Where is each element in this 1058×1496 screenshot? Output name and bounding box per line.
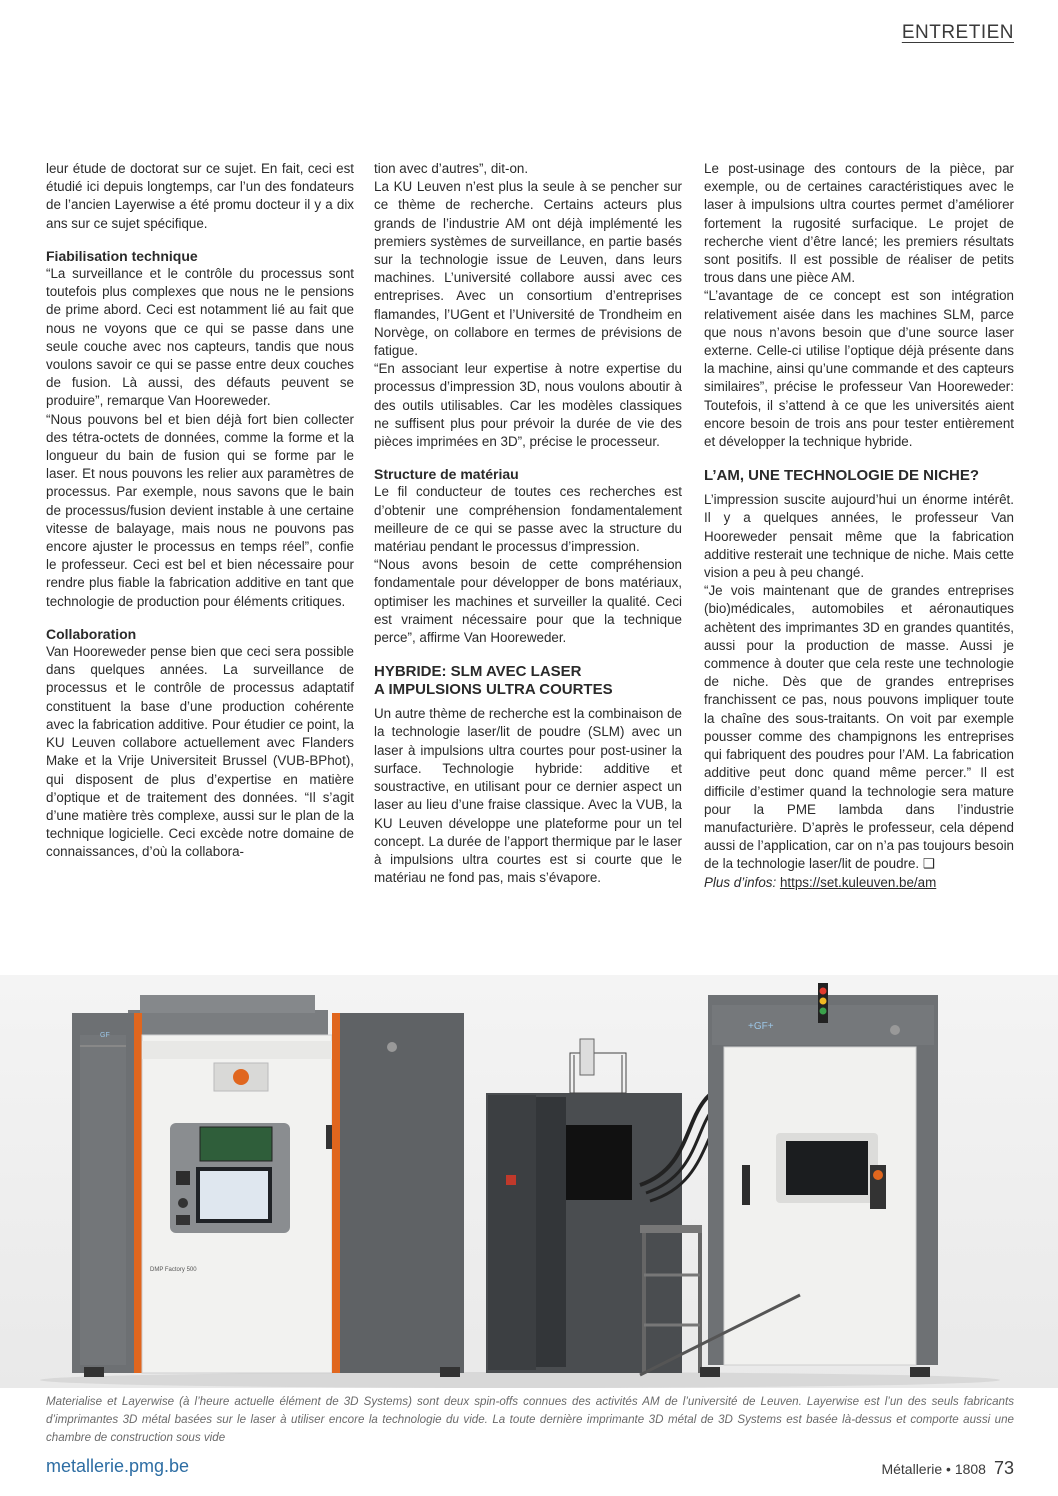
section-heading-line-1: HYBRIDE: SLM AVEC LASER [374,663,582,681]
more-info [704,874,1014,892]
article-column-2 [374,160,682,887]
article-column-3 [704,160,1014,892]
section-label: ENTRETIEN [901,22,1014,43]
photo-caption: Materialise et Layerwise (à l’heure actuelle élément de 3D Systems) sont deux spin-offs connues des activités AM de l’université de Leuven. Layerwise est l’un des seuls fabricants d’imprimantes 3D métal basées sur le laser à utiliser encore la technologie du vide. La toute dernière imprimante 3D métal de 3D Systems est basée là-dessus et comporte aussi une chambre de construction sous vide [46,1395,1014,1444]
paragraph: “La surveillance et le contrôle du processus sont toutefois plus complexes que nous ne le pensions de prime abord. Ceci est notamment lié au fait que nous ne voyons que ce qui se passe dans une seule couche avec nos capteurs, tandis que nous voulons savoir ce qui se passe entre deux couches de fusion. Là aussi, des défauts peuvent se produire”, remarque Van Hooreweder. [46,266,354,409]
subheading: Fiabilisation technique [46,247,198,264]
svg-text:GF: GF [100,1032,110,1039]
magazine-issue: Métallerie • 1808 [881,1461,986,1477]
section-heading [374,663,682,699]
gf-logo: +GF+ [748,1021,774,1032]
paragraph: “L’avantage de ce concept est son intégration relativement aisée dans les machines SLM, parce que nous n’avons besoin que d’une source laser externe. Celle-ci utilise l’optique déjà présente dans la machine, ainsi qu’une commande et des capteurs similaires”, précise le professeur Van Hooreweder: Toutefois, il s’attend à ce que les universités aient encore besoin de trois ans pour tester entièrement et développer la technique hybride. [704,288,1014,450]
more-info-label: Plus d’infos: [704,874,777,890]
paragraph: “Nous pouvons bel et bien déjà fort bien collecter des tétra-octets de données, comme la forme et la longueur du bain de fusion qui se forme par le laser. Et nous pouvons les relier aux paramètres de processus. Par exemple, nous savons que le bain de processus/fusion devient instable à une certaine vitesse de balayage, mais nous ne pouvons pas encore ajuster le processus en temps réel”, confie le professeur. Ceci est bel et bien nécessaire pour rendre plus fiable la fabrication additive en tant que technologie de production pour éléments critiques. [46,411,354,609]
footer-issue [881,1458,1014,1479]
paragraph: “Nous avons besoin de cette compréhension fondamentale pour développer de bons matériaux, optimiser les machines et surveiller la qualité. Ceci est vraiment nécessaire pour que la technique perce”, affirme Van Hooreweder. [374,557,682,646]
more-info-link[interactable]: https://set.kuleuven.be/am [779,874,937,890]
section-heading-line-2: A IMPULSIONS ULTRA COURTES [374,681,613,699]
paragraph: Un autre thème de recherche est la combinaison de la technologie laser/lit de poudre (SLM) avec un laser à impulsions ultra courtes pour post-usiner la surface. Technologie hybride: additive et soustractive, en utilisant pour ce dernier aspect un laser au lieu d’une fraise classique. Avec la VUB, la KU Leuven développe une plateforme pour un tel concept. La durée de l’apport thermique par le laser à impulsions ultra courtes est si courte que le matériau ne fond pas, mais s’évapore. [374,706,682,886]
paragraph: “Je vois maintenant que de grandes entreprises (bio)médicales, automobiles et aéronautiques achètent des imprimantes 3D en grandes quantités, aussi pour la production de masse. Aussi je commence à douter que cela reste une technologie de niche. Dès que de grandes entreprises franchissent ce pas, nous pouvons impliquer toute la chaîne des sous-traitants. On voit par exemple pousser comme des champignons les entreprises qui fabriquent des poudres pour l’AM. La fabrication additive peut donc quand même percer.” Il est difficile d’estimer quand la technologie sera mature pour la PME lambda dans l’industrie manufacturière. D’après le professeur, cela dépend aussi de l’application, car on n’a pas toujours besoin de la technologie laser/lit de poudre. ❑ [704,583,1014,872]
subheading: Structure de matériau [374,466,519,483]
paragraph: Le fil conducteur de toutes ces recherches est d’obtenir une compréhension fondamentalement meilleure de ce qui se passe avec la structure du matériau pendant le processus d’impression. [374,484,682,555]
paragraph: L’impression suscite aujourd’hui un énorme intérêt. Il y a quelques années, le professeur Van Hooreweder pensait même que la fabrication additive resterait une technique de niche. Mais cette vision a peu à peu changé. [704,492,1014,581]
machines-photo [0,975,1058,1388]
paragraph: Van Hooreweder pense bien que ceci sera possible dans quelques années. La surveillance de processus et le contrôle de processus adaptatif constituent la base d’une production cohérente avec la fabrication additive. Pour étudier ce point, la KU Leuven collabore actuellement avec Flanders Make et la Vrije Universiteit Brussel (VUB-BPhot), qui disposent de plus d’expertise en matière d’optique et de traitement des données. “Il s’agit d’une matière très complexe, aussi sur le plan de la technique logicielle. Ceci excède notre domaine de connaissances, d’où la collabora- [46,644,354,860]
section-heading: L’AM, UNE TECHNOLOGIE DE NICHE? [704,467,980,485]
machines-illustration [0,975,1058,1388]
paragraph: leur étude de doctorat sur ce sujet. En fait, ceci est étudié ici depuis longtemps, car l’un des fondateurs de l’ancien Layerwise a été promu docteur il y a dix ans sur ce sujet spécifique. [46,161,354,231]
paragraph: “En associant leur expertise à notre expertise du processus d’impression 3D, nous voulons aboutir à des outils utilisables. Car les modèles classiques ne suffisent plus pour prévoir la durée de vie des pièces imprimées en 3D”, précise le processeur. [374,361,682,450]
paragraph: Le post-usinage des contours de la pièce, par exemple, ou de certaines caractéristiques avec le laser à impulsions ultra courtes permet d’améliorer fortement la rugosité surfacique. Le projet de recherche vient d’être lancé; les premiers résultats sont positifs. Il est possible de réaliser de petits trous dans une pièce AM. [704,161,1014,286]
page-number: 73 [993,1458,1014,1478]
subheading: Collaboration [46,625,137,642]
paragraph: La KU Leuven n’est plus la seule à se pencher sur ce thème de recherche. Certains acteurs plus grands de l’industrie AM ont déjà implémenté les premiers systèmes de surveillance, en partie basés sur la technologie issue de Leuven, dans leurs machines. L’université collabore aussi avec ces entreprises. Avec un consortium d’entreprises flamandes, l’UGent et l’Université de Trondheim en Norvège, on collabore en termes de prévisions de fatigue. [374,179,682,359]
article-column-1 [46,160,354,862]
paragraph: tion avec d’autres”, dit-on. [374,161,529,176]
machine-label: DMP Factory 500 [150,1267,197,1273]
footer-website[interactable]: metallerie.pmg.be [46,1456,190,1476]
